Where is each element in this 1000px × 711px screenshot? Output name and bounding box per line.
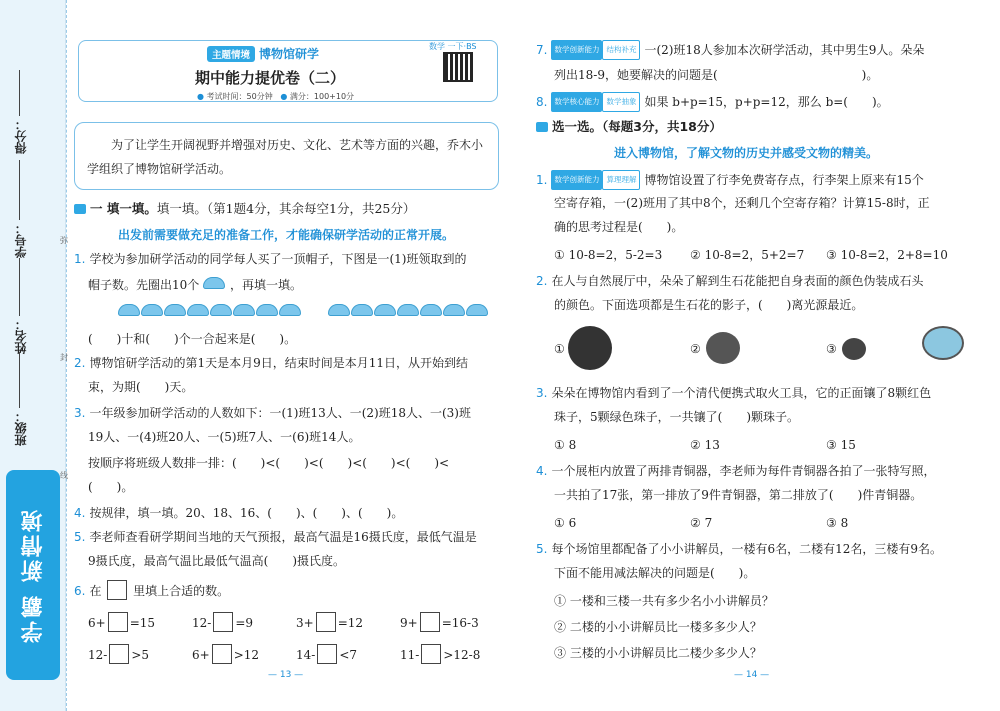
seal-mark: 线 (60, 471, 68, 480)
student-id-label: 学号： (14, 222, 28, 258)
exam-header (78, 40, 498, 102)
choice-2-line2[interactable]: 的颜色。下面选项都是生石花的影子，( )离光源最近。 (554, 298, 864, 312)
theme-tag: 主题情境 (207, 46, 255, 62)
question-3-line2: 19人、一(4)班20人、一(5)班7人、一(6)班14人。 (88, 430, 361, 444)
question-8[interactable]: 8. 数学核心能力 数学抽象 如果 b+p=15，p+p=12，那么 b=( )。 (536, 92, 889, 112)
class-blank (19, 352, 20, 408)
class-label: 班级： (14, 410, 28, 446)
page-number-14: — 14 — (734, 670, 770, 680)
cap-icon (187, 304, 209, 316)
grade-label: 数学 一下·BS (429, 42, 477, 51)
answer-box (421, 644, 441, 664)
question-5: 5. 李老师查看研学期间当地的天气预报，最高气温是16摄氏度，最低气温是 (74, 530, 477, 544)
seal-mark: 封 (60, 353, 68, 362)
cap-icon (210, 304, 232, 316)
cap-icon (351, 304, 373, 316)
answer-box (107, 580, 127, 600)
option[interactable]: ③ 10-8=2，2+8=10 (826, 248, 948, 262)
intro-text: 为了让学生开阔视野并增强对历史、文化、艺术等方面的兴趣，乔木小学组织了博物馆研学活动。 (87, 138, 484, 176)
skill-tag: 数学核心能力 (551, 92, 602, 112)
choice-1: 1. 数学创新能力 算理理解 博物馆设置了行李免费寄存点，行李架上原来有15个 (536, 170, 924, 190)
cap-icon (118, 304, 140, 316)
answer-box (316, 612, 336, 632)
answer-box (420, 612, 440, 632)
cap-icon (141, 304, 163, 316)
choice-4-line2[interactable]: 一共拍了17张，第一排放了9件青铜器，第二排放了( )件青铜器。 (554, 488, 923, 502)
question-1-line2: 帽子数。先圈出10个 ，再填一填。 (88, 278, 302, 292)
option[interactable]: ② 10-8=2，5+2=7 (690, 248, 805, 262)
option[interactable]: ① 6 (554, 516, 577, 530)
section-note: 出发前需要做充足的准备工作，才能确保研学活动的正常开展。 (118, 228, 455, 242)
cap-icon (466, 304, 488, 316)
skill-subtag: 结构补充 (602, 40, 640, 60)
qr-code-icon[interactable] (443, 52, 473, 82)
section-note-2: 进入博物馆，了解文物的历史并感受文物的精美。 (614, 146, 879, 160)
choice-3: 3. 朵朵在博物馆内看到了一个清代便携式取火工具，它的正面镶了8颗红色 (536, 386, 932, 400)
page-number-13: — 13 — (268, 670, 304, 680)
skill-tag: 数学创新能力 (551, 170, 602, 190)
question-3-line4[interactable]: ( )。 (88, 480, 134, 494)
option[interactable]: ① (554, 342, 565, 356)
section-fill-title: 一 填一填。填一填。（第1题4分，其余每空1分，共25分） (74, 200, 415, 218)
lithops-plant-icon (922, 326, 964, 360)
choice-2: 2. 在人与自然展厅中，朵朵了解到生石花能把自身表面的颜色伪装成石头 (536, 274, 924, 288)
option[interactable]: ③ 15 (826, 438, 856, 452)
question-1: 1. 学校为参加研学活动的同学每人买了一顶帽子，下图是一(1)班领取到的 (74, 252, 467, 266)
section-marker-icon (536, 122, 548, 132)
cap-icon (420, 304, 442, 316)
question-5-line2[interactable]: 9摄氏度，最高气温比最低气温高( )摄氏度。 (88, 554, 345, 568)
choice-1-line2: 空寄存箱，一(2)班用了其中8个，还剩几个空寄存箱？计算15-8时，正 (554, 196, 930, 210)
option[interactable]: ② 13 (690, 438, 720, 452)
question-3-line3[interactable]: 按顺序将班级人数排一排：( )<( )<( )<( )<( )< (88, 456, 450, 470)
answer-box (317, 644, 337, 664)
name-label: 姓名： (14, 318, 28, 354)
equation[interactable]: 9+ =16-3 (400, 612, 479, 632)
option[interactable]: ① 10-8=2，5-2=3 (554, 248, 663, 262)
choice-3-line2[interactable]: 珠子，5颗绿色珠子，一共镶了( )颗珠子。 (554, 410, 799, 424)
answer-box (213, 612, 233, 632)
question-2: 2. 博物馆研学活动的第1天是本月9日，结束时间是本月11日，从开始到结 (74, 356, 468, 370)
skill-subtag: 数学抽象 (602, 92, 640, 112)
equation[interactable]: 12- =9 (192, 612, 253, 632)
answer-box (109, 644, 129, 664)
theme-name: 博物馆研学 (259, 47, 320, 61)
equation[interactable]: 6+ =15 (88, 612, 155, 632)
choice-4: 4. 一个展柜内放置了两排青铜器，李老师为每件青铜器各拍了一张特写照， (536, 464, 936, 478)
cap-icon (203, 277, 225, 289)
cap-icon (397, 304, 419, 316)
cap-icon (164, 304, 186, 316)
equation[interactable]: 12- >5 (88, 644, 149, 664)
brand-logo: 学霸 新情境 (6, 470, 60, 680)
page-title: 期中能力提优卷（二） (195, 69, 346, 87)
score-label: 得分： (14, 118, 28, 154)
question-2-line2[interactable]: 束，为期( )天。 (88, 380, 194, 394)
caps-group-1 (118, 304, 302, 319)
option[interactable]: ③ 三楼的小小讲解员比二楼少多少人？ (554, 646, 762, 660)
question-7-line2[interactable]: 列出18-9，她要解决的问题是( )。 (554, 68, 879, 82)
cap-icon (256, 304, 278, 316)
theme-line (207, 45, 319, 62)
choice-5: 5. 每个场馆里都配备了小小讲解员，一楼有6名，二楼有12名，三楼有9名。 (536, 542, 942, 556)
shadow-small-icon (842, 338, 866, 360)
answer-box (108, 612, 128, 632)
name-blank (19, 258, 20, 316)
option[interactable]: ② (690, 342, 701, 356)
skill-subtag: 算理理解 (602, 170, 640, 190)
skill-tag: 数学创新能力 (551, 40, 602, 60)
answer-box (212, 644, 232, 664)
option[interactable]: ① 8 (554, 438, 577, 452)
option[interactable]: ② 7 (690, 516, 713, 530)
option[interactable]: ② 二楼的小小讲解员比一楼多多少人？ (554, 620, 762, 634)
cap-icon (233, 304, 255, 316)
intro-box (74, 122, 499, 190)
option[interactable]: ③ 8 (826, 516, 849, 530)
option[interactable]: ③ (826, 342, 837, 356)
cap-icon (443, 304, 465, 316)
score-blank (19, 70, 20, 116)
equation[interactable]: 14- <7 (296, 644, 357, 664)
section-choose-title: 选一选。（每题3分，共18分） (536, 118, 722, 136)
cap-icon (374, 304, 396, 316)
choice-1-line3[interactable]: 确的思考过程是( )。 (554, 220, 684, 234)
section-marker-icon (74, 204, 86, 214)
exam-meta: ● 考试时间：50分钟 ● 满分：100+10分 (197, 92, 355, 101)
equation[interactable]: 11- >12-8 (400, 644, 480, 664)
cap-icon (328, 304, 350, 316)
seal-mark: 弥 (60, 236, 68, 245)
equation[interactable]: 6+ >12 (192, 644, 259, 664)
question-7: 7. 数学创新能力 结构补充 一(2)班18人参加本次研学活动，其中男生9人。朵朵 (536, 40, 924, 60)
cap-icon (279, 304, 301, 316)
question-6: 6. 在 里填上合适的数。 (74, 580, 229, 600)
full-score: 满分：100+10分 (289, 92, 355, 101)
question-3: 3. 一年级参加研学活动的人数如下：一(1)班13人、一(2)班18人、一(3)班 (74, 406, 471, 420)
choice-5-line2[interactable]: 下面不能用减法解决的问题是( )。 (554, 566, 756, 580)
caps-group-2 (328, 304, 489, 319)
question-4[interactable]: 4. 按规律，填一填。20、18、16、( )、( )、( )。 (74, 506, 404, 520)
shadow-medium-icon (706, 332, 740, 364)
equation[interactable]: 3+ =12 (296, 612, 363, 632)
student-id-blank (19, 160, 20, 220)
option[interactable]: ① 一楼和三楼一共有多少名小小讲解员？ (554, 594, 774, 608)
question-1-answer[interactable]: ( )十和( )个一合起来是( )。 (88, 332, 297, 346)
time-limit: 考试时间：50分钟 (206, 92, 273, 101)
shadow-large-icon (568, 326, 612, 370)
